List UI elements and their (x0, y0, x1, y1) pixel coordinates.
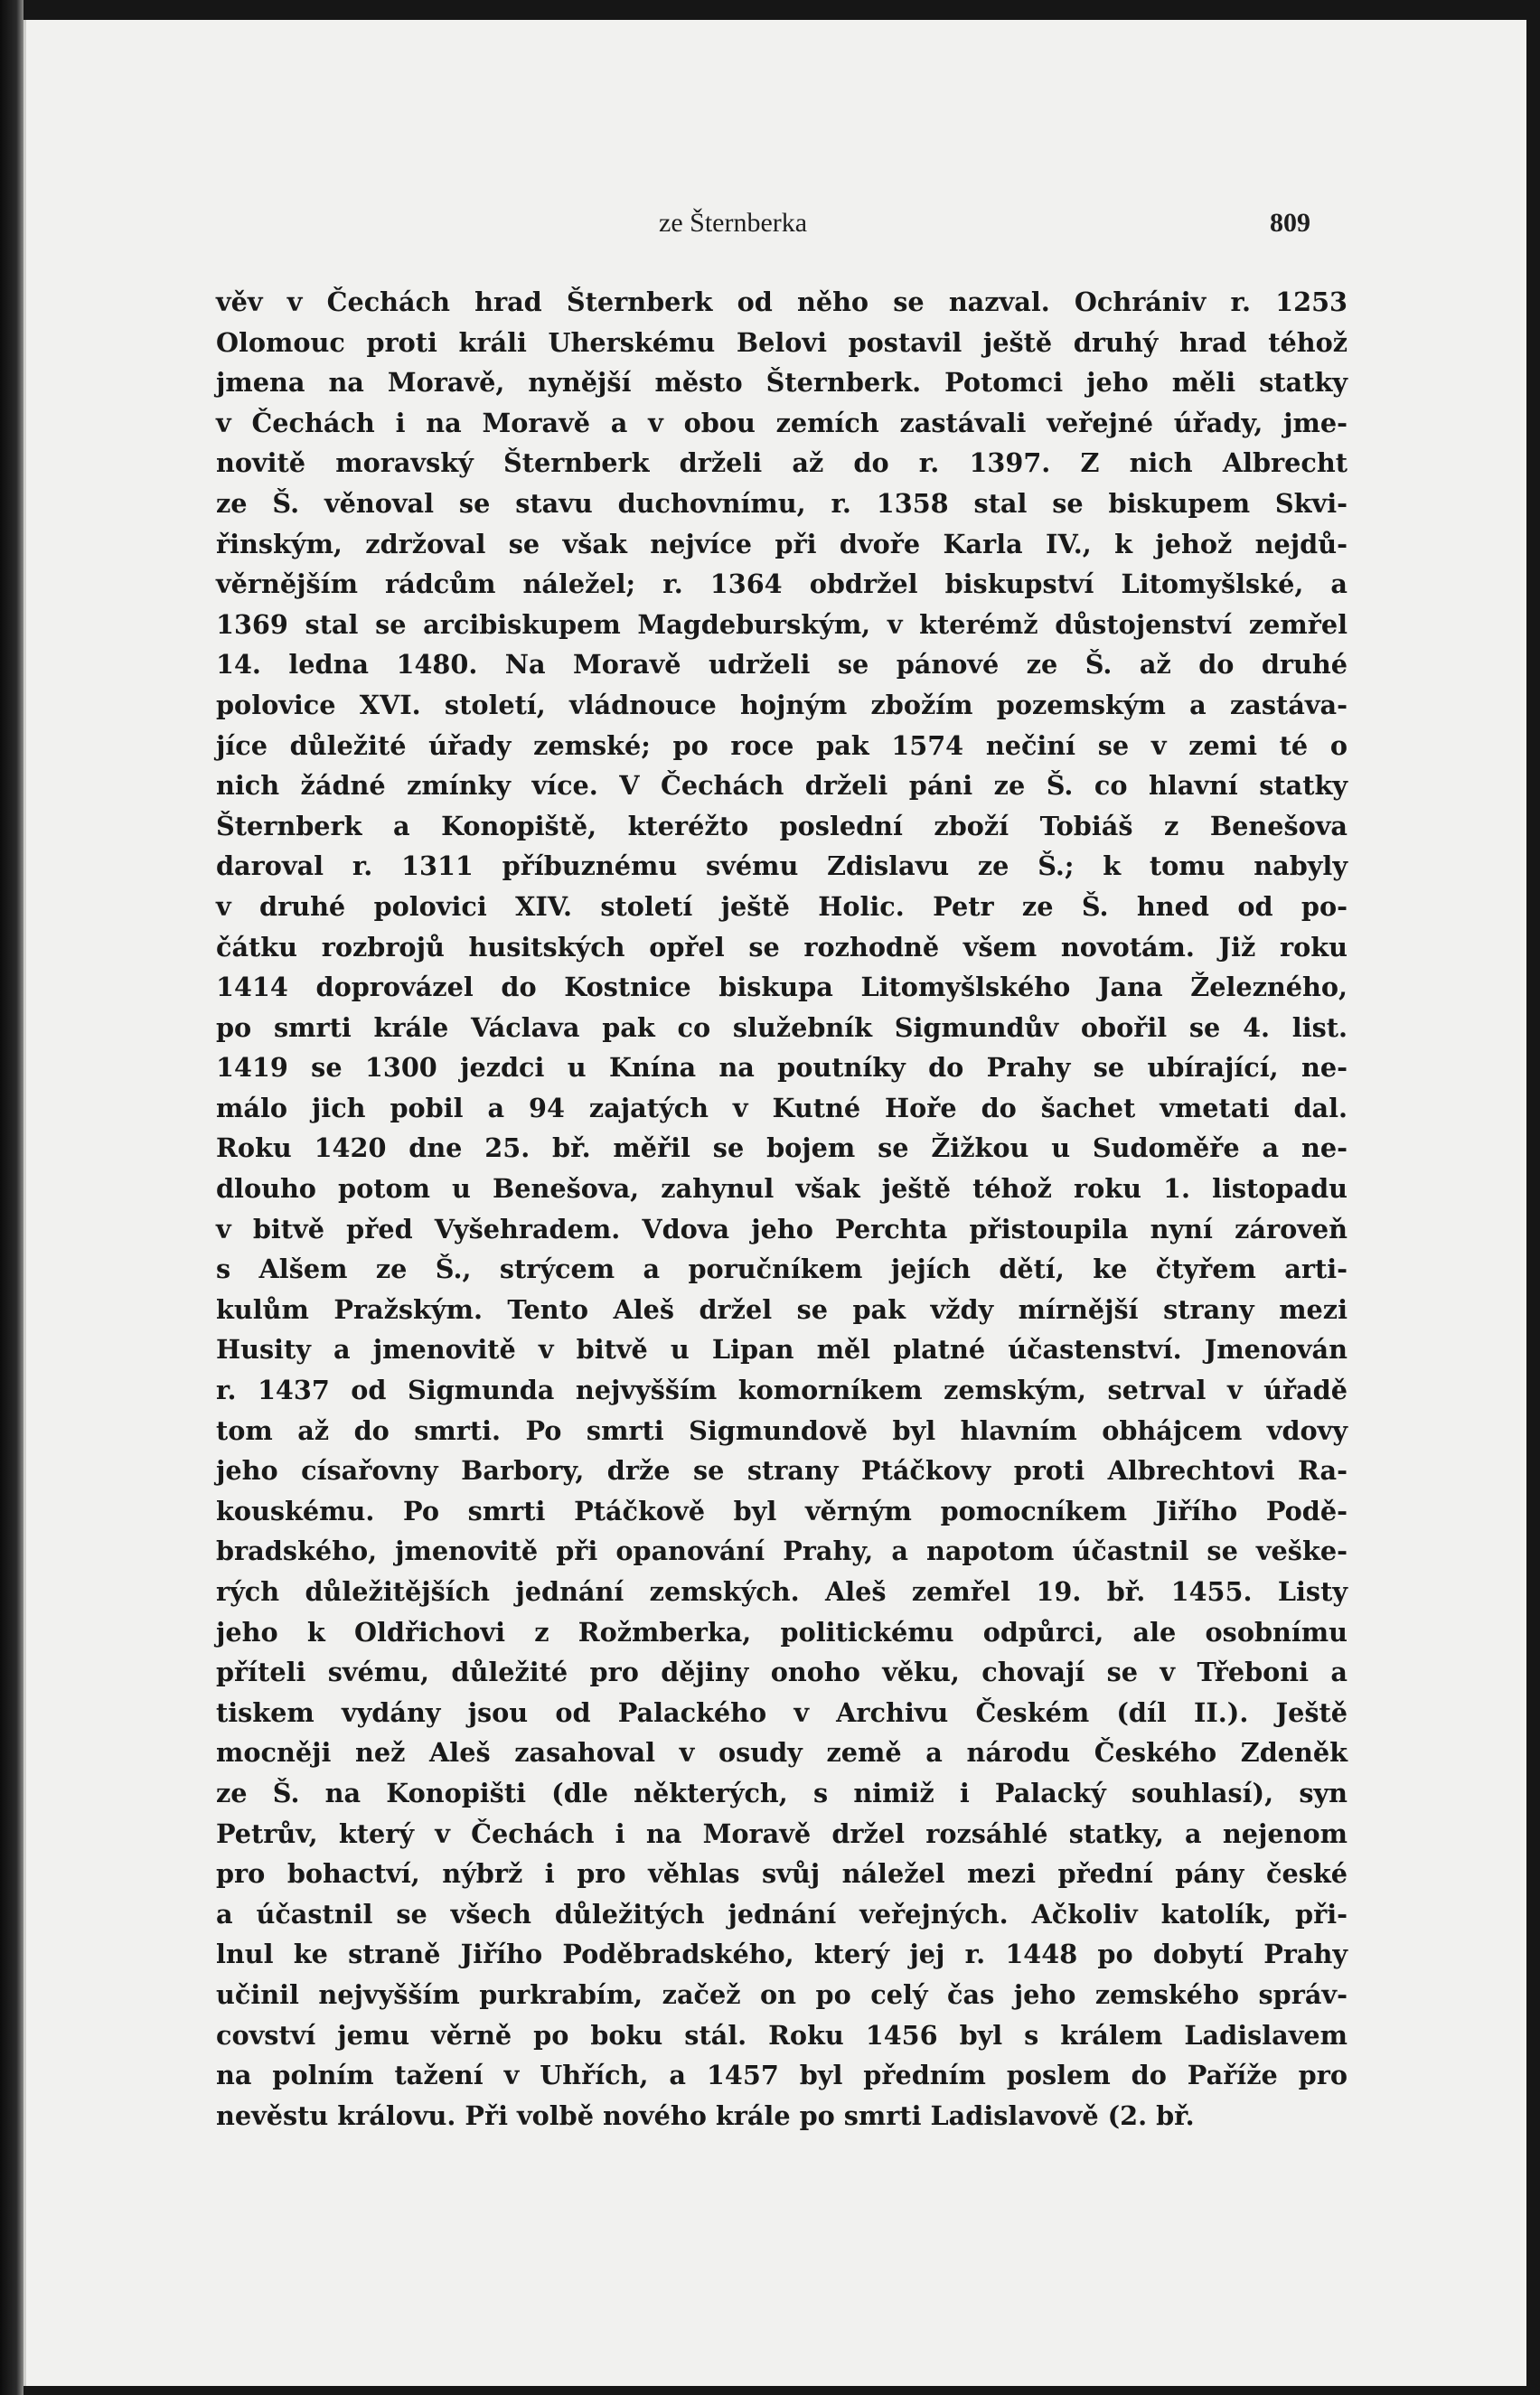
text-line: daroval r. 1311 příbuznému svému Zdislavu ze Š.; k tomu nabyly (216, 850, 1348, 882)
text-line: a účastnil se všech důležitých jednání veřejných. Ačkoliv katolík, při- (216, 1898, 1348, 1930)
text-line: nich žádné zmínky více. V Čechách drželi páni ze Š. co hlavní statky (216, 770, 1348, 802)
text-line: jmena na Moravě, nynější město Šternberk. Potomci jeho měli statky (216, 367, 1348, 399)
text-line: ze Š. na Konopišti (dle některých, s nimiž i Palacký souhlasí), syn (216, 1777, 1348, 1808)
text-line: polovice XVI. století, vládnouce hojným zbožím pozemským a zastáva- (216, 689, 1348, 720)
text-line: po smrti krále Václava pak co služebník Sigmundův obořil se 4. list. (216, 1011, 1348, 1043)
text-line: v Čechách i na Moravě a v obou zemích zastávali veřejné úřady, jme- (216, 407, 1348, 438)
text-line: kulům Pražským. Tento Aleš držel se pak vždy mírnější strany mezi (216, 1293, 1348, 1325)
text-line: v druhé polovici XIV. století ještě Holic. Petr ze Š. hned od po- (216, 890, 1348, 922)
text-line: lnul ke straně Jiřího Poděbradského, který jej r. 1448 po dobytí Prahy (216, 1939, 1348, 1970)
text-line: kouskému. Po smrti Ptáčkově byl věrným pomocníkem Jiřího Podě- (216, 1495, 1348, 1526)
text-line: řinským, zdržoval se však nejvíce při dvoře Karla IV., k jehož nejdů- (216, 528, 1348, 559)
text-line: tom až do smrti. Po smrti Sigmundově byl hlavním obhájcem vdovy (216, 1414, 1348, 1446)
text-line: čátku rozbrojů husitských opřel se rozhodně všem novotám. Již roku (216, 931, 1348, 963)
book-page (23, 20, 1526, 2386)
text-line: nevěstu královu. Při volbě nového krále po smrti Ladislavově (2. bř. (216, 2099, 1195, 2131)
page-header (26, 208, 1526, 244)
text-line: dlouho potom u Benešova, zahynul však ještě téhož roku 1. listopadu (216, 1173, 1348, 1205)
text-line: tiskem vydány jsou od Palackého v Archivu Českém (díl II.). Ještě (216, 1696, 1348, 1728)
text-line: na polním tažení v Uhřích, a 1457 byl předním poslem do Paříže pro (216, 2060, 1348, 2091)
text-line: Olomouc proti králi Uherskému Belovi postavil ještě druhý hrad téhož (216, 326, 1348, 358)
text-line: 1369 stal se arcibiskupem Magdeburským, v kterémž důstojenství zemřel (216, 608, 1348, 640)
body-text (216, 282, 1348, 2136)
text-line: jíce důležité úřady zemské; po roce pak 1574 nečiní se v zemi té o (216, 729, 1348, 761)
running-head: ze Šternberka (659, 208, 808, 238)
text-line: Šternberk a Konopiště, kteréžto poslední zboží Tobiáš z Benešova (216, 810, 1348, 841)
text-line: rých důležitějších jednání zemských. Aleš zemřel 19. bř. 1455. Listy (216, 1576, 1348, 1607)
text-line: věrnějším rádcům náležel; r. 1364 obdržel biskupství Litomyšlské, a (216, 568, 1348, 600)
text-line: 14. ledna 1480. Na Moravě udrželi se pánové ze Š. až do druhé (216, 649, 1348, 681)
text-line: pro bohactví, nýbrž i pro věhlas svůj náležel mezi přední pány české (216, 1858, 1348, 1890)
text-line: 1414 doprovázel do Kostnice biskupa Litomyšlského Jana Železného, (216, 972, 1348, 1003)
text-line: jeho císařovny Barbory, drže se strany Ptáčkovy proti Albrechtovi Ra- (216, 1455, 1348, 1487)
text-line: r. 1437 od Sigmunda nejvyšším komorníkem zemským, setrval v úřadě (216, 1375, 1348, 1406)
text-line: s Alšem ze Š., strýcem a poručníkem jejích dětí, ke čtyřem arti- (216, 1254, 1348, 1285)
text-line: učinil nejvyšším purkrabím, začež on po celý čas jeho zemského správ- (216, 1978, 1348, 2010)
text-line: věv v Čechách hrad Šternberk od něho se nazval. Ochrániv r. 1253 (216, 286, 1348, 317)
text-line: novitě moravský Šternberk drželi až do r. 1397. Z nich Albrecht (216, 447, 1348, 479)
text-line: covství jemu věrně po boku stál. Roku 1456 byl s králem Ladislavem (216, 2019, 1348, 2051)
text-line: Petrův, který v Čechách i na Moravě držel rozsáhlé statky, a nejenom (216, 1817, 1348, 1849)
text-line: bradského, jmenovitě při opanování Prahy, a napotom účastnil se veške- (216, 1536, 1348, 1567)
page-number: 809 (1270, 208, 1310, 238)
text-line: v bitvě před Vyšehradem. Vdova jeho Perchta přistoupila nyní zároveň (216, 1213, 1348, 1244)
text-line: 1419 se 1300 jezdci u Knína na poutníky do Prahy se ubírající, ne- (216, 1052, 1348, 1084)
text-line: jeho k Oldřichovi z Rožmberka, politickému odpůrci, ale osobnímu (216, 1616, 1348, 1648)
text-line: málo jich pobil a 94 zajatých v Kutné Hoře do šachet vmetati dal. (216, 1092, 1348, 1123)
text-line: mocněji než Aleš zasahoval v osudy země a národu Českého Zdeněk (216, 1737, 1348, 1769)
text-line: Husity a jmenovitě v bitvě u Lipan měl platné účastenství. Jmenován (216, 1334, 1348, 1366)
binding-edge (0, 0, 23, 2395)
text-line: příteli svému, důležité pro dějiny onoho věku, chovají se v Třeboni a (216, 1657, 1348, 1688)
text-line: ze Š. věnoval se stavu duchovnímu, r. 1358 stal se biskupem Skvi- (216, 487, 1348, 519)
text-line: Roku 1420 dne 25. bř. měřil se bojem se Žižkou u Sudoměře a ne- (216, 1132, 1348, 1164)
